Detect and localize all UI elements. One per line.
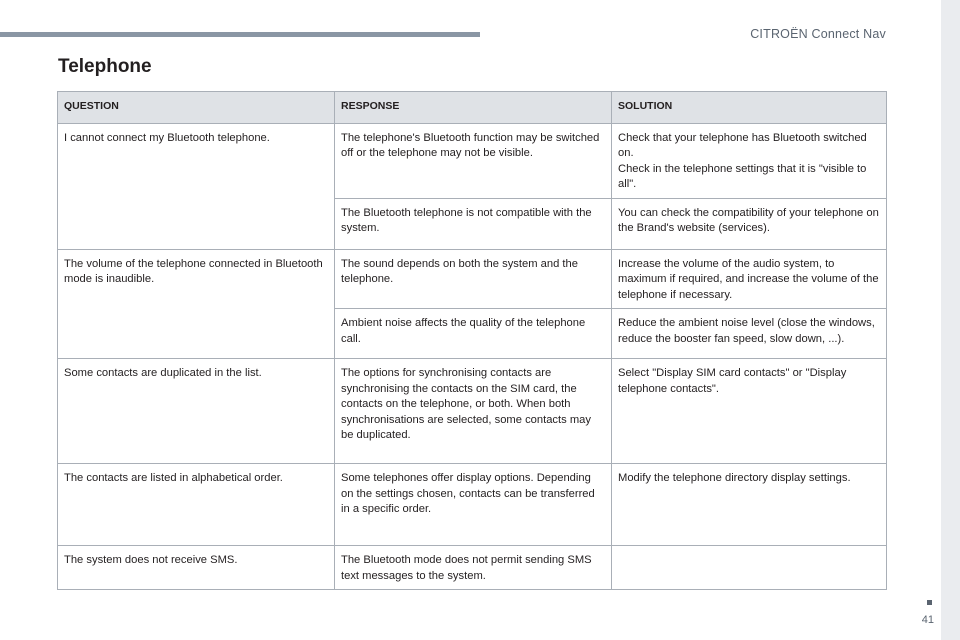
response-cell: The options for synchronising contacts are synchronising the contacts on the SIM card, the contacts on the telephone, or both. When both synchronisations are selected, some contacts may be duplicated. [335, 359, 612, 464]
question-cell: The volume of the telephone connected in Bluetooth mode is inaudible. [58, 249, 335, 359]
question-cell: The system does not receive SMS. [58, 546, 335, 590]
solution-cell: Check that your telephone has Bluetooth switched on. Check in the telephone settings that it is "visible to all". [612, 123, 887, 198]
response-cell: The telephone's Bluetooth function may be switched off or the telephone may not be visible. [335, 123, 612, 198]
page-marker [927, 600, 932, 605]
table-row [58, 359, 887, 464]
table-row [58, 123, 887, 198]
solution-cell [612, 546, 887, 590]
header-solution: SOLUTION [612, 92, 887, 124]
table-row [58, 249, 887, 309]
table-header [58, 92, 887, 124]
solution-cell: Increase the volume of the audio system, to maximum if required, and increase the volume of the telephone if necessary. [612, 249, 887, 309]
response-cell: The sound depends on both the system and the telephone. [335, 249, 612, 309]
solution-cell: You can check the compatibility of your telephone on the Brand's website (services). [612, 198, 887, 249]
page-number: 41 [921, 614, 934, 626]
response-cell: Some telephones offer display options. Depending on the settings chosen, contacts can be transferred in a specific order. [335, 464, 612, 546]
solution-cell: Modify the telephone directory display settings. [612, 464, 887, 546]
page-edge-strip [941, 0, 960, 640]
header-question: QUESTION [58, 92, 335, 124]
table-row [58, 546, 887, 590]
response-cell: The Bluetooth mode does not permit sending SMS text messages to the system. [335, 546, 612, 590]
solution-cell: Reduce the ambient noise level (close the windows, reduce the booster fan speed, slow down, ...). [612, 309, 887, 359]
response-cell: Ambient noise affects the quality of the telephone call. [335, 309, 612, 359]
solution-cell: Select "Display SIM card contacts" or "Display telephone contacts". [612, 359, 887, 464]
header-brand: CITROËN Connect Nav [750, 27, 886, 41]
response-cell: The Bluetooth telephone is not compatible with the system. [335, 198, 612, 249]
question-cell: The contacts are listed in alphabetical order. [58, 464, 335, 546]
header-response: RESPONSE [335, 92, 612, 124]
question-cell: I cannot connect my Bluetooth telephone. [58, 123, 335, 249]
header-rule [0, 32, 480, 37]
section-title: Telephone [58, 56, 152, 77]
troubleshooting-table [57, 91, 887, 590]
table-row [58, 464, 887, 546]
question-cell: Some contacts are duplicated in the list. [58, 359, 335, 464]
